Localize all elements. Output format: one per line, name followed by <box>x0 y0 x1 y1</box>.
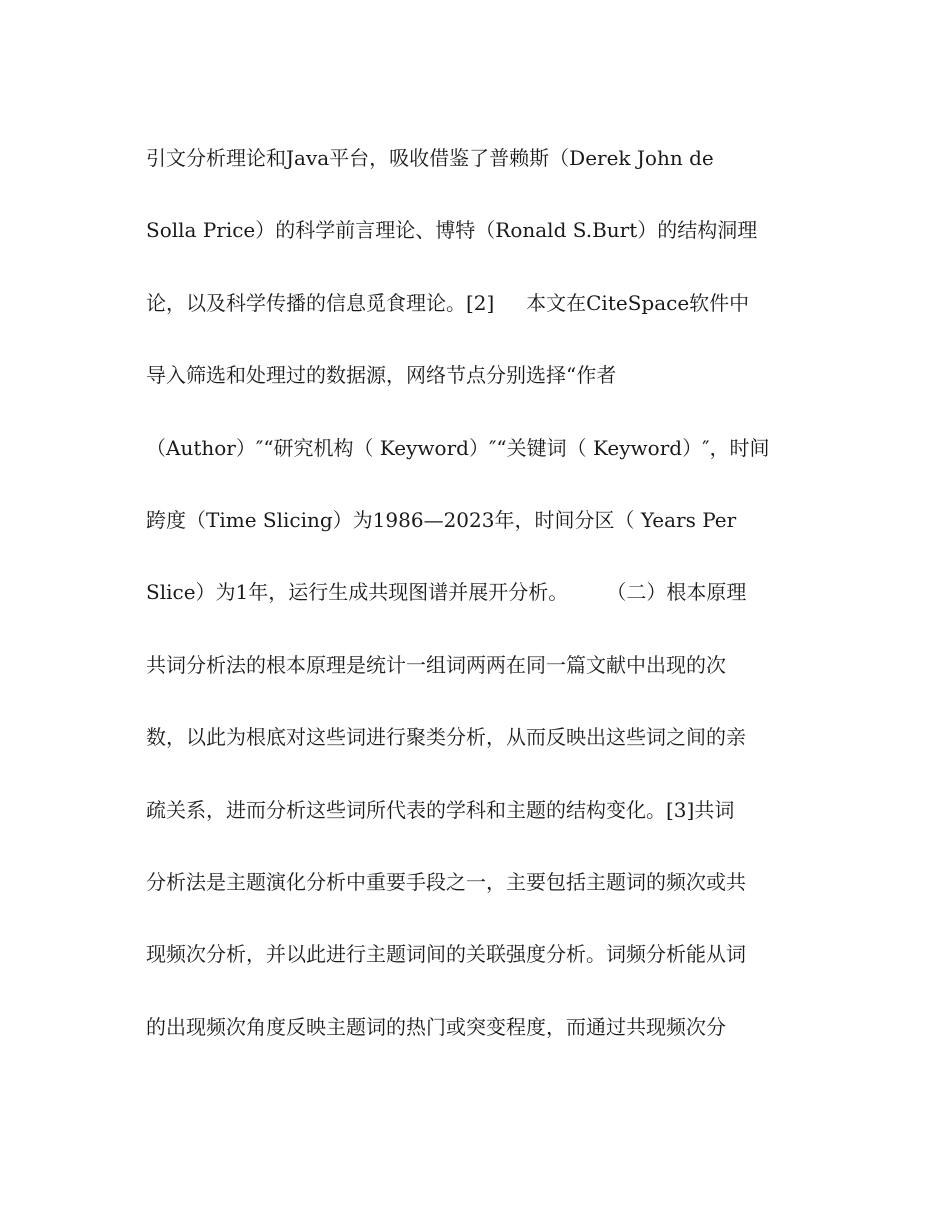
text-line: 引文分析理论和Java平台，吸收借鉴了普赖斯（Derek John de <box>146 146 714 170</box>
text-line: 导入筛选和处理过的数据源，网络节点分别选择“作者 <box>146 363 617 388</box>
text-line: 数，以此为根底对这些词进行聚类分析，从而反映出这些词之间的亲 <box>146 725 746 750</box>
text-line: Slice）为1年，运行生成共现图谱并展开分析。 （二）根本原理 <box>146 580 747 605</box>
text-line: Solla Price）的科学前言理论、博特（Ronald S.Burt）的结构洞理 <box>146 218 758 243</box>
text-line: 的出现频次角度反映主题词的热门或突变程度，而通过共现频次分 <box>146 1014 726 1039</box>
text-line: 跨度（Time Slicing）为1986—2023年，时间分区（ Years Per <box>146 507 737 532</box>
text-line: 疏关系，进而分析这些词所代表的学科和主题的结构变化。[3]共词 <box>146 797 735 822</box>
body-text <box>146 138 816 1079</box>
text-line: 现频次分析，并以此进行主题词间的关联强度分析。词频分析能从词 <box>146 942 746 967</box>
text-line: （Author）″“研究机构（ Keyword）″“关键词（ Keyword）″，时间 <box>146 435 770 460</box>
text-line: 分析法是主题演化分析中重要手段之一，主要包括主题词的频次或共 <box>146 869 746 894</box>
text-line: 共词分析法的根本原理是统计一组词两两在同一篇文献中出现的次 <box>146 652 726 677</box>
text-line: 论，以及科学传播的信息觅食理论。[2] 本文在CiteSpace软件中 <box>146 290 750 315</box>
